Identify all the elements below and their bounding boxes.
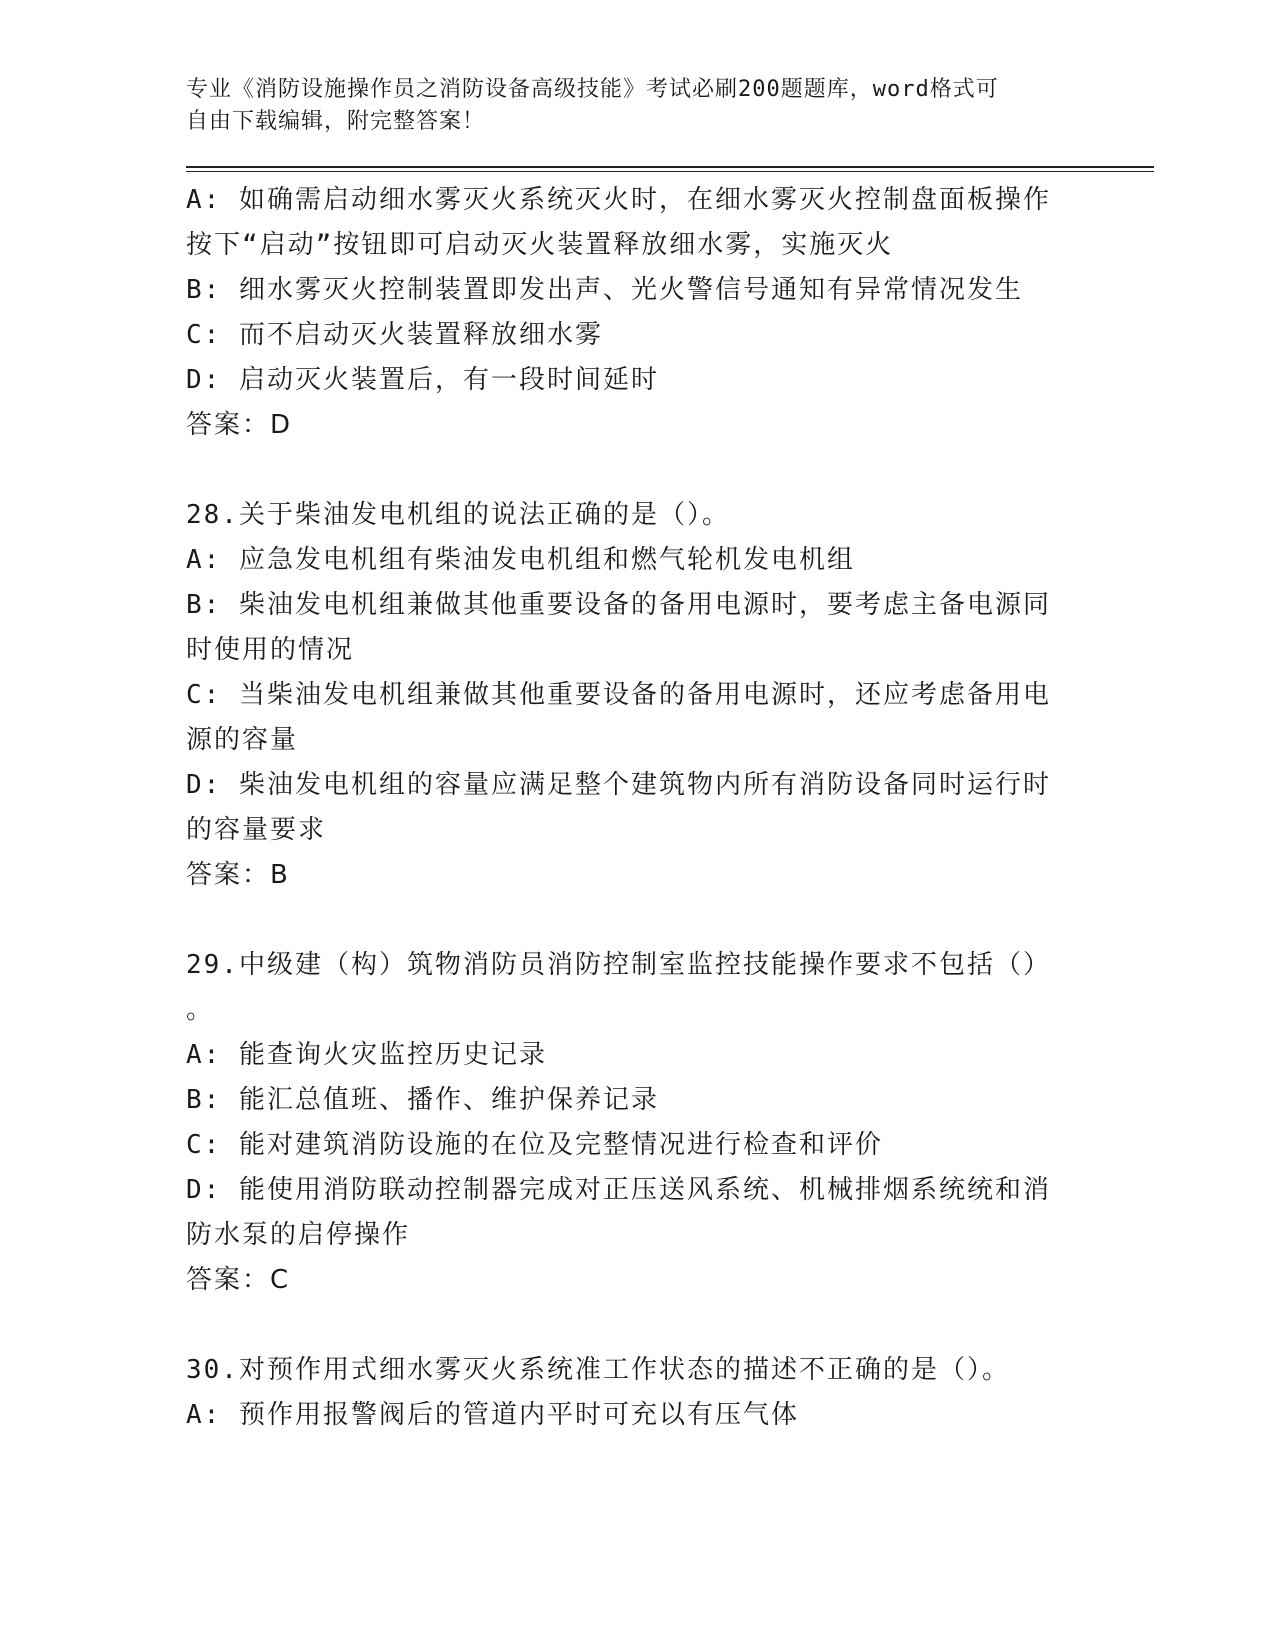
- question-list: [186, 178, 1066, 1438]
- option-a: A: 如确需启动细水雾灭火系统灭火时，在细水雾灭火控制盘面板操作: [186, 185, 1051, 215]
- option-c: C: 当柴油发电机组兼做其他重要设备的备用电源时，还应考虑备用电: [186, 680, 1051, 710]
- option-c: C: 能对建筑消防设施的在位及完整情况进行检查和评价: [186, 1130, 883, 1160]
- option-a: A: 能查询火灾监控历史记录: [186, 1040, 547, 1070]
- question-text: 28.关于柴油发电机组的说法正确的是（）。: [186, 500, 730, 530]
- answer: 答案：C: [186, 1265, 291, 1295]
- option-a: A: 应急发电机组有柴油发电机组和燃气轮机发电机组: [186, 545, 855, 575]
- option-b: B: 细水雾灭火控制装置即发出声、光火警信号通知有异常情况发生: [186, 275, 1023, 305]
- header-divider: [186, 166, 1154, 172]
- question-text: 29.中级建（构）筑物消防员消防控制室监控技能操作要求不包括（）: [186, 950, 1051, 980]
- option-a-cont: 按下“启动”按钮即可启动灭火装置释放细水雾，实施灭火: [186, 230, 894, 260]
- header-line-1: 专业《消防设施操作员之消防设备高级技能》考试必刷200题题库，word格式可: [186, 77, 999, 102]
- option-d-cont: 防水泵的启停操作: [186, 1220, 411, 1250]
- option-b: B: 柴油发电机组兼做其他重要设备的备用电源时，要考虑主备电源同: [186, 590, 1051, 620]
- question-30: [186, 1348, 1066, 1438]
- option-c: C: 而不启动灭火装置释放细水雾: [186, 320, 603, 350]
- document-header: [186, 74, 1066, 138]
- option-d: D: 柴油发电机组的容量应满足整个建筑物内所有消防设备同时运行时: [186, 770, 1051, 800]
- question-text: 30.对预作用式细水雾灭火系统准工作状态的描述不正确的是（）。: [186, 1355, 1010, 1385]
- option-a: A: 预作用报警阀后的管道内平时可充以有压气体: [186, 1400, 799, 1430]
- question-28: [186, 493, 1066, 898]
- option-c-cont: 源的容量: [186, 725, 299, 755]
- answer: 答案：B: [186, 860, 290, 890]
- option-b-cont: 时使用的情况: [186, 635, 355, 665]
- option-d-cont: 的容量要求: [186, 815, 327, 845]
- option-d: D: 启动灭火装置后，有一段时间延时: [186, 365, 659, 395]
- question-27: [186, 178, 1066, 448]
- question-29: [186, 943, 1066, 1303]
- header-line-2: 自由下载编辑，附完整答案！: [186, 109, 486, 134]
- option-b: B: 能汇总值班、播作、维护保养记录: [186, 1085, 659, 1115]
- document-page: [186, 74, 1146, 1438]
- option-d: D: 能使用消防联动控制器完成对正压送风系统、机械排烟系统统和消: [186, 1175, 1051, 1205]
- answer: 答案：D: [186, 410, 293, 440]
- question-text-cont: 。: [186, 995, 215, 1025]
